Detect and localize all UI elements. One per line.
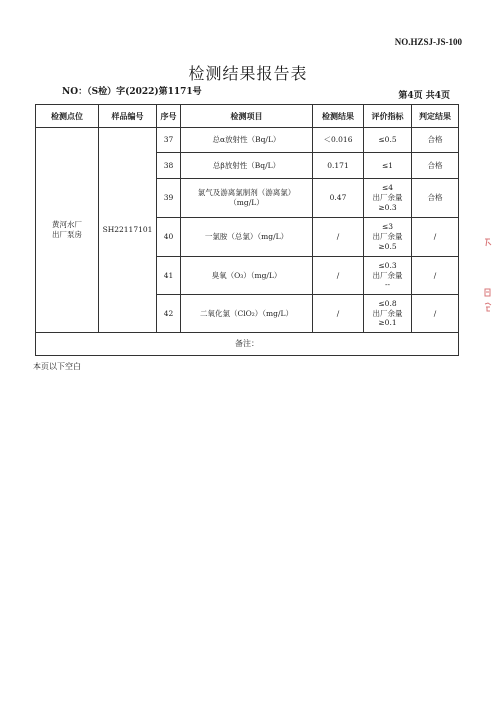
judgment-cell: 合格 — [412, 153, 459, 179]
table-header-row — [36, 105, 459, 128]
header-standard: 评价指标 — [364, 105, 412, 128]
header-result: 检测结果 — [313, 105, 364, 128]
item-cell: 二氧化氯（ClO₂）（mg/L） — [181, 295, 313, 333]
item-cell: 总α放射性（Bq/L） — [181, 128, 313, 153]
header-item: 检测项目 — [181, 105, 313, 128]
judgment-cell: / — [412, 257, 459, 295]
header-judgment: 判定结果 — [412, 105, 459, 128]
item-cell: 氯气及游离氯制剂（游离氯） （mg/L） — [181, 179, 313, 218]
seal-fragment-mark — [484, 302, 492, 312]
judgment-cell: 合格 — [412, 179, 459, 218]
header-sample-id: 样品编号 — [99, 105, 157, 128]
judgment-cell: 合格 — [412, 128, 459, 153]
standard-cell: ≤0.8 出厂余量 ≥0.1 — [364, 295, 412, 333]
report-number: NO：（S检）字(2022)第1171号 — [62, 87, 202, 97]
remark-row — [36, 333, 459, 356]
table-row — [36, 128, 459, 153]
item-cell: 总β放射性（Bq/L） — [181, 153, 313, 179]
result-cell: / — [313, 257, 364, 295]
standard-cell: ≤0.3 出厂余量 -- — [364, 257, 412, 295]
seq-cell: 39 — [157, 179, 181, 218]
seq-cell: 41 — [157, 257, 181, 295]
sample-id-cell: SH22117101 — [99, 128, 157, 333]
seal-fragment-mark — [484, 237, 492, 247]
standard-cell: ≤4 出厂余量 ≥0.3 — [364, 179, 412, 218]
footer-note: 本页以下空白 — [33, 362, 81, 371]
remark-cell: 备注： — [36, 333, 459, 356]
standard-cell: ≤1 — [364, 153, 412, 179]
page-info: 第4页 共4页 — [398, 91, 450, 101]
location-cell: 黄河水厂 出厂泵房 — [36, 128, 99, 333]
result-cell: 0.171 — [313, 153, 364, 179]
result-cell: / — [313, 295, 364, 333]
document-number: NO.HZSJ-JS-100 — [394, 37, 462, 47]
header-location: 检测点位 — [36, 105, 99, 128]
seq-cell: 38 — [157, 153, 181, 179]
seal-fragment-mark — [484, 288, 492, 298]
results-table — [35, 104, 459, 356]
seq-cell: 42 — [157, 295, 181, 333]
seq-cell: 37 — [157, 128, 181, 153]
seq-cell: 40 — [157, 218, 181, 257]
result-cell: 0.47 — [313, 179, 364, 218]
result-cell: / — [313, 218, 364, 257]
result-cell: ＜0.016 — [313, 128, 364, 153]
standard-cell: ≤3 出厂余量 ≥0.5 — [364, 218, 412, 257]
item-cell: 一氯胺（总氯）（mg/L） — [181, 218, 313, 257]
judgment-cell: / — [412, 295, 459, 333]
judgment-cell: / — [412, 218, 459, 257]
item-cell: 臭氧（O₃）（mg/L） — [181, 257, 313, 295]
page-title: 检测结果报告表 — [188, 64, 308, 83]
header-seq: 序号 — [157, 105, 181, 128]
standard-cell: ≤0.5 — [364, 128, 412, 153]
